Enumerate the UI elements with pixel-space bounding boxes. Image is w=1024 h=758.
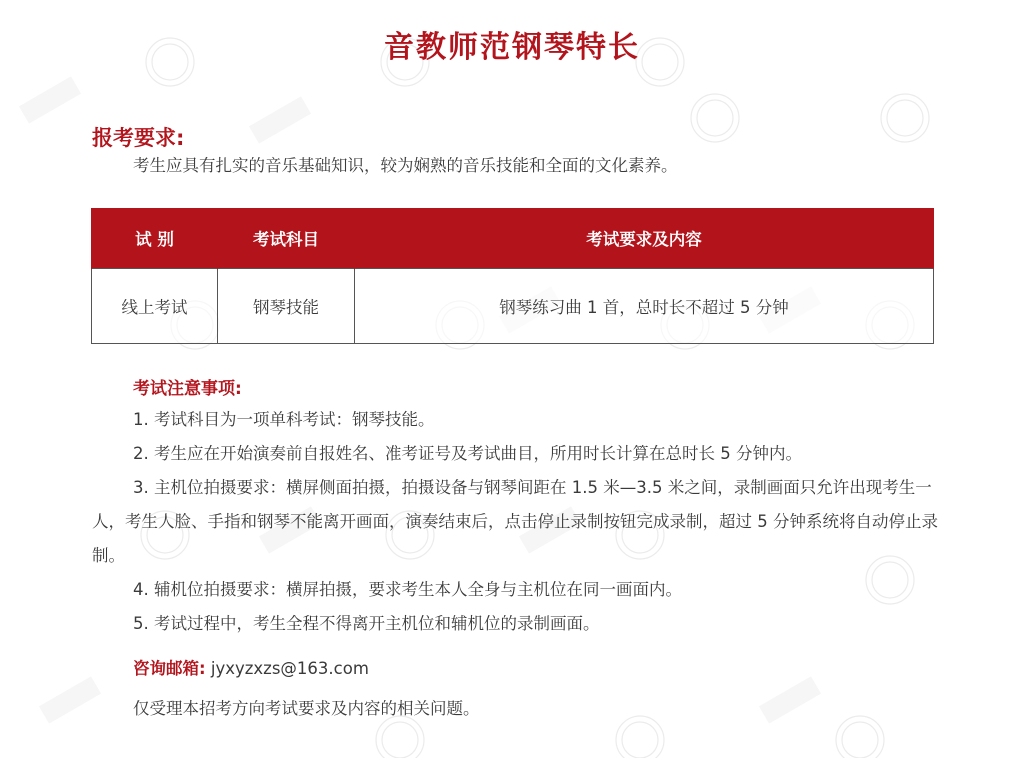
list-item: 1. 考试科目为一项单科考试：钢琴技能。: [133, 410, 435, 429]
table-cell-subject: 钢琴技能: [218, 269, 355, 344]
requirements-text: 考生应具有扎实的音乐基础知识，较为娴熟的音乐技能和全面的文化素养。: [133, 156, 678, 175]
table-header-row: [92, 208, 934, 269]
table-header-subject: 考试科目: [218, 208, 355, 269]
exam-table: [91, 208, 934, 344]
contact-note: 仅受理本招考方向考试要求及内容的相关问题。: [133, 699, 480, 718]
page-title: 音教师范钢琴特长: [384, 30, 640, 65]
contact-email[interactable]: jyxyzxzs@163.com: [210, 659, 369, 678]
table-row: [92, 269, 934, 344]
table-header-category: 试 别: [92, 208, 218, 269]
notes-list: [92, 403, 942, 641]
requirements-heading: 报考要求:: [92, 126, 185, 150]
list-item: 3. 主机位拍摄要求：横屏侧面拍摄，拍摄设备与钢琴间距在 1.5 米—3.5 米之间，录制画面只允许出现考生一人，考生人脸、手指和钢琴不能离开画面，演奏结束后，点击停止录制按钮完成录制，超过 5 分钟系统将自动停止录制。: [92, 478, 938, 565]
contact-label: 咨询邮箱:: [133, 659, 206, 678]
table-header-content: 考试要求及内容: [355, 208, 934, 269]
table-cell-category: 线上考试: [92, 269, 218, 344]
list-item: 5. 考试过程中，考生全程不得离开主机位和辅机位的录制画面。: [133, 614, 600, 633]
list-item: 2. 考生应在开始演奏前自报姓名、准考证号及考试曲目，所用时长计算在总时长 5 分钟内。: [133, 444, 802, 463]
contact-line: [133, 655, 369, 679]
list-item: 4. 辅机位拍摄要求：横屏拍摄，要求考生本人全身与主机位在同一画面内。: [133, 580, 682, 599]
notes-heading: 考试注意事项:: [133, 379, 242, 399]
table-cell-content: 钢琴练习曲 1 首，总时长不超过 5 分钟: [355, 269, 934, 344]
